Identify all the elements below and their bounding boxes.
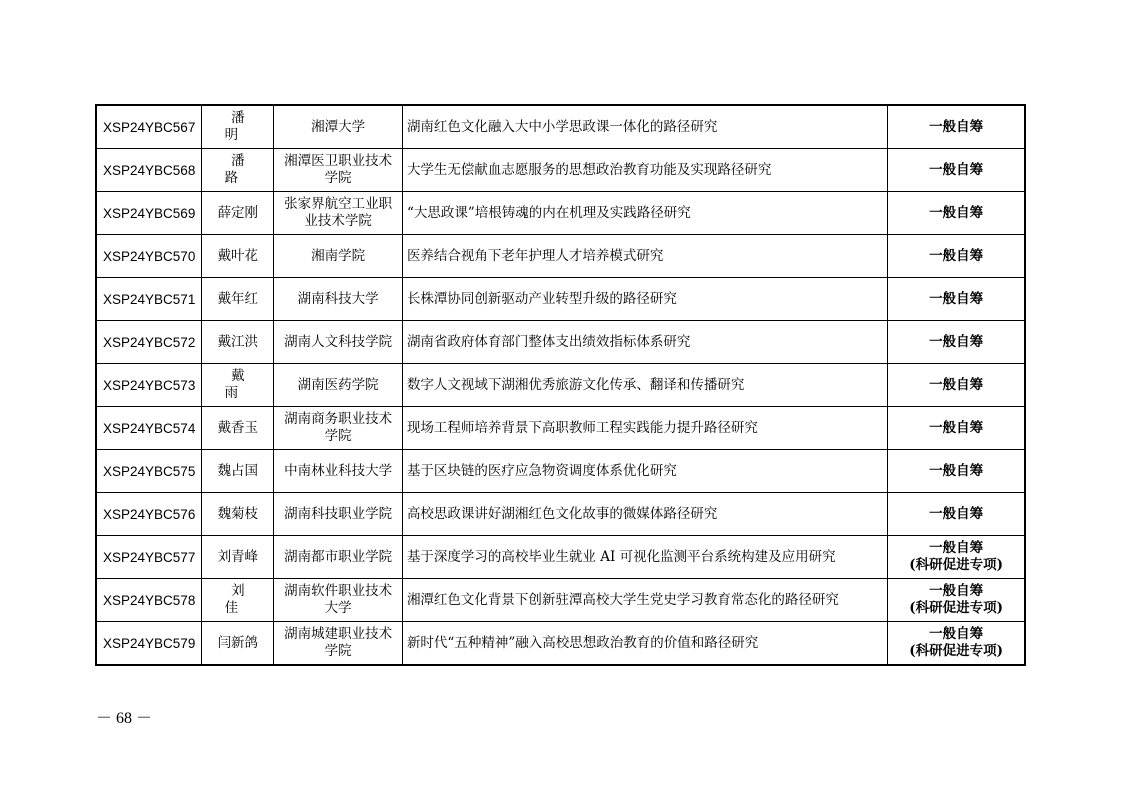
project-category-cell (888, 105, 1025, 149)
category-line: 一般自筹 (929, 419, 984, 436)
project-category-cell (888, 192, 1025, 235)
applicant-name-cell: 戴叶花 (202, 235, 274, 278)
project-title-cell: 湘潭红色文化背景下创新驻潭高校大学生党史学习教育常态化的路径研究 (402, 579, 887, 622)
institution-cell: 湖南科技职业学院 (274, 493, 403, 536)
project-category-cell (888, 149, 1025, 192)
applicant-name-cell: 戴香玉 (202, 407, 274, 450)
institution-cell: 湖南城建职业技术学院 (274, 622, 403, 666)
project-title-cell: “大思政课”培根铸魂的内在机理及实践路径研究 (402, 192, 887, 235)
project-title-cell: 基于深度学习的高校毕业生就业 AI 可视化监测平台系统构建及应用研究 (402, 536, 887, 579)
table-row (96, 450, 1025, 493)
project-code-cell: XSP24YBC569 (96, 192, 202, 235)
applicant-name-cell: 刘青峰 (202, 536, 274, 579)
applicant-name-cell: 戴 雨 (202, 364, 274, 407)
institution-cell: 湘南学院 (274, 235, 403, 278)
table-row (96, 192, 1025, 235)
applicant-name-cell: 戴年红 (202, 278, 274, 321)
project-title-cell: 现场工程师培养背景下高职教师工程实践能力提升路径研究 (402, 407, 887, 450)
project-title-cell: 医养结合视角下老年护理人才培养模式研究 (402, 235, 887, 278)
table-row (96, 579, 1025, 622)
project-category-cell (888, 278, 1025, 321)
institution-cell: 中南林业科技大学 (274, 450, 403, 493)
project-title-cell: 湖南红色文化融入大中小学思政课一体化的路径研究 (402, 105, 887, 149)
category-line: 一般自筹 (929, 247, 984, 264)
page-number: － 68 － (96, 710, 153, 727)
institution-cell: 湖南人文科技学院 (274, 321, 403, 364)
applicant-name-cell: 刘 佳 (202, 579, 274, 622)
category-line: 一般自筹 (929, 626, 984, 642)
applicant-name-cell: 魏菊枝 (202, 493, 274, 536)
project-code-cell: XSP24YBC572 (96, 321, 202, 364)
institution-cell: 湘潭医卫职业技术学院 (274, 149, 403, 192)
project-code-cell: XSP24YBC567 (96, 105, 202, 149)
project-category-cell (888, 493, 1025, 536)
project-code-cell: XSP24YBC579 (96, 622, 202, 666)
category-line: 一般自筹 (929, 333, 984, 350)
institution-cell: 湖南都市职业学院 (274, 536, 403, 579)
applicant-name-cell: 闫新鸽 (202, 622, 274, 666)
table-row (96, 235, 1025, 278)
table-row (96, 149, 1025, 192)
project-title-cell: 新时代“五种精神”融入高校思想政治教育的价值和路径研究 (402, 622, 887, 666)
applicant-name-cell: 戴江洪 (202, 321, 274, 364)
table-row (96, 321, 1025, 364)
project-category-cell (888, 450, 1025, 493)
applicant-name-cell: 潘 明 (202, 105, 274, 149)
project-code-cell: XSP24YBC576 (96, 493, 202, 536)
project-code-cell: XSP24YBC574 (96, 407, 202, 450)
project-category-cell (888, 536, 1025, 579)
project-list-table (95, 104, 1026, 666)
project-category-cell (888, 622, 1025, 666)
project-code-cell: XSP24YBC571 (96, 278, 202, 321)
institution-cell: 湘潭大学 (274, 105, 403, 149)
applicant-name-cell: 潘 路 (202, 149, 274, 192)
project-code-cell: XSP24YBC573 (96, 364, 202, 407)
project-category-cell (888, 579, 1025, 622)
institution-cell: 湖南商务职业技术学院 (274, 407, 403, 450)
project-code-cell: XSP24YBC575 (96, 450, 202, 493)
category-line: 一般自筹 (929, 290, 984, 307)
project-code-cell: XSP24YBC578 (96, 579, 202, 622)
category-line: 一般自筹 (929, 161, 984, 178)
project-title-cell: 湖南省政府体育部门整体支出绩效指标体系研究 (402, 321, 887, 364)
category-line: 一般自筹 (929, 376, 984, 393)
institution-cell: 张家界航空工业职业技术学院 (274, 192, 403, 235)
project-category-cell (888, 407, 1025, 450)
applicant-name-cell: 魏占国 (202, 450, 274, 493)
institution-cell: 湖南软件职业技术大学 (274, 579, 403, 622)
institution-cell: 湖南医药学院 (274, 364, 403, 407)
project-code-cell: XSP24YBC568 (96, 149, 202, 192)
institution-cell: 湖南科技大学 (274, 278, 403, 321)
category-line: 一般自筹 (929, 540, 984, 556)
category-line: 一般自筹 (929, 118, 984, 135)
project-category-cell (888, 364, 1025, 407)
applicant-name-cell: 薛定刚 (202, 192, 274, 235)
project-category-cell (888, 321, 1025, 364)
project-title-cell: 长株潭协同创新驱动产业转型升级的路径研究 (402, 278, 887, 321)
table-row (96, 278, 1025, 321)
project-category-cell (888, 235, 1025, 278)
category-subline: (科研促进专项) (909, 600, 1003, 616)
table-row (96, 407, 1025, 450)
project-title-cell: 高校思政课讲好湖湘红色文化故事的微媒体路径研究 (402, 493, 887, 536)
project-code-cell: XSP24YBC577 (96, 536, 202, 579)
project-title-cell: 大学生无偿献血志愿服务的思想政治教育功能及实现路径研究 (402, 149, 887, 192)
table-row (96, 364, 1025, 407)
table-row (96, 105, 1025, 149)
category-line: 一般自筹 (929, 462, 984, 479)
category-subline: (科研促进专项) (909, 557, 1003, 573)
category-line: 一般自筹 (929, 505, 984, 522)
table-row (96, 622, 1025, 666)
project-code-cell: XSP24YBC570 (96, 235, 202, 278)
table-body (96, 105, 1025, 665)
category-subline: (科研促进专项) (909, 643, 1003, 659)
project-title-cell: 基于区块链的医疗应急物资调度体系优化研究 (402, 450, 887, 493)
table-row (96, 536, 1025, 579)
category-line: 一般自筹 (929, 583, 984, 599)
table-row (96, 493, 1025, 536)
project-title-cell: 数字人文视域下湖湘优秀旅游文化传承、翻译和传播研究 (402, 364, 887, 407)
category-line: 一般自筹 (929, 204, 984, 221)
